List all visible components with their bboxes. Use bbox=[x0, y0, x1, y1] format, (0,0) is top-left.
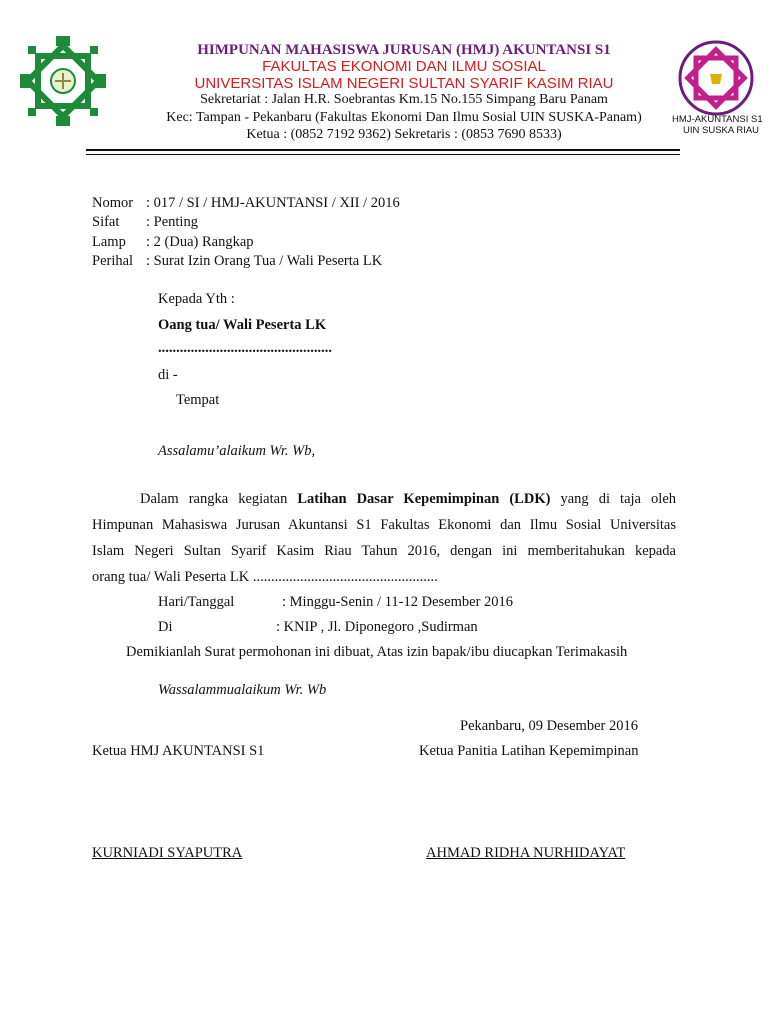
lamp-label: Lamp bbox=[92, 234, 126, 250]
perihal-label: Perihal bbox=[92, 253, 134, 269]
contact-numbers: Ketua : (0852 7192 9362) Sekretaris : (0853 7690 8533) bbox=[246, 127, 562, 142]
farewell: Wassalammualaikum Wr. Wb bbox=[158, 682, 327, 698]
nomor-label: Nomor bbox=[92, 195, 134, 211]
place-date: Pekanbaru, 09 Desember 2016 bbox=[460, 718, 638, 734]
recipient-name: Oang tua/ Wali Peserta LK bbox=[158, 317, 327, 333]
hari-tanggal-value: : Minggu-Senin / 11-12 Desember 2016 bbox=[282, 594, 514, 610]
venue-value: : KNIP , Jl. Diponegoro ,Sudirman bbox=[276, 619, 478, 635]
right-signatory-name: AHMAD RIDHA NURHIDAYAT bbox=[426, 845, 626, 861]
org-name: HIMPUNAN MAHASISWA JURUSAN (HMJ) AKUNTANSI S1 bbox=[197, 42, 611, 58]
secretariat-address: Sekretariat : Jalan H.R. Soebrantas Km.15 No.155 Simpang Baru Panam bbox=[200, 92, 608, 107]
body-line-1: Dalam rangka kegiatan Latihan Dasar Kepemimpinan (LDK) yang di taja oleh bbox=[140, 491, 677, 507]
body-line-3: Islam Negeri Sultan Syarif Kasim Riau Tahun 2016, dengan ini memberitahukan kepada bbox=[92, 543, 676, 559]
left-signatory-name: KURNIADI SYAPUTRA bbox=[92, 845, 243, 861]
body-line-4: orang tua/ Wali Peserta LK ................................................... bbox=[92, 569, 438, 585]
recipient-salutation: Kepada Yth : bbox=[158, 291, 235, 307]
nomor-value: : 017 / SI / HMJ-AKUNTANSI / XII / 2016 bbox=[146, 195, 400, 211]
recipient-dots: ................................................ bbox=[158, 340, 332, 356]
university-name: UNIVERSITAS ISLAM NEGERI SULTAN SYARIF KASIM RIAU bbox=[194, 75, 614, 92]
greeting: Assalamu’alaikum Wr. Wb, bbox=[158, 443, 316, 459]
sifat-value: : Penting bbox=[146, 214, 198, 230]
left-signatory-title: Ketua HMJ AKUNTANSI S1 bbox=[92, 743, 265, 759]
body-line-2: Himpunan Mahasiswa Jurusan Akuntansi S1 Fakultas Ekonomi dan Ilmu Sosial Universitas bbox=[92, 517, 676, 533]
right-signatory-title: Ketua Panitia Latihan Kepemimpinan bbox=[419, 743, 639, 759]
district-address: Kec: Tampan - Pekanbaru (Fakultas Ekonomi Dan Ilmu Sosial UIN SUSKA-Panam) bbox=[166, 110, 642, 125]
closing-line: Demikianlah Surat permohonan ini dibuat, Atas izin bapak/ibu diucapkan Terimakasih bbox=[126, 644, 628, 660]
hmj-logo-caption-1: HMJ-AKUNTANSI S1 bbox=[672, 114, 763, 125]
hari-tanggal-label: Hari/Tanggal bbox=[158, 594, 235, 610]
perihal-value: : Surat Izin Orang Tua / Wali Peserta LK bbox=[146, 253, 383, 269]
letterhead-rule-thick bbox=[86, 149, 680, 151]
lamp-value: : 2 (Dua) Rangkap bbox=[146, 234, 254, 250]
sifat-label: Sifat bbox=[92, 214, 120, 230]
recipient-place: Tempat bbox=[176, 392, 220, 408]
recipient-di: di - bbox=[158, 367, 178, 383]
hmj-logo-caption-2: UIN SUSKA RIAU bbox=[683, 125, 760, 136]
faculty-name: FAKULTAS EKONOMI DAN ILMU SOSIAL bbox=[262, 58, 546, 75]
letterhead-rule-thin bbox=[86, 154, 680, 155]
venue-label: Di bbox=[158, 619, 173, 635]
